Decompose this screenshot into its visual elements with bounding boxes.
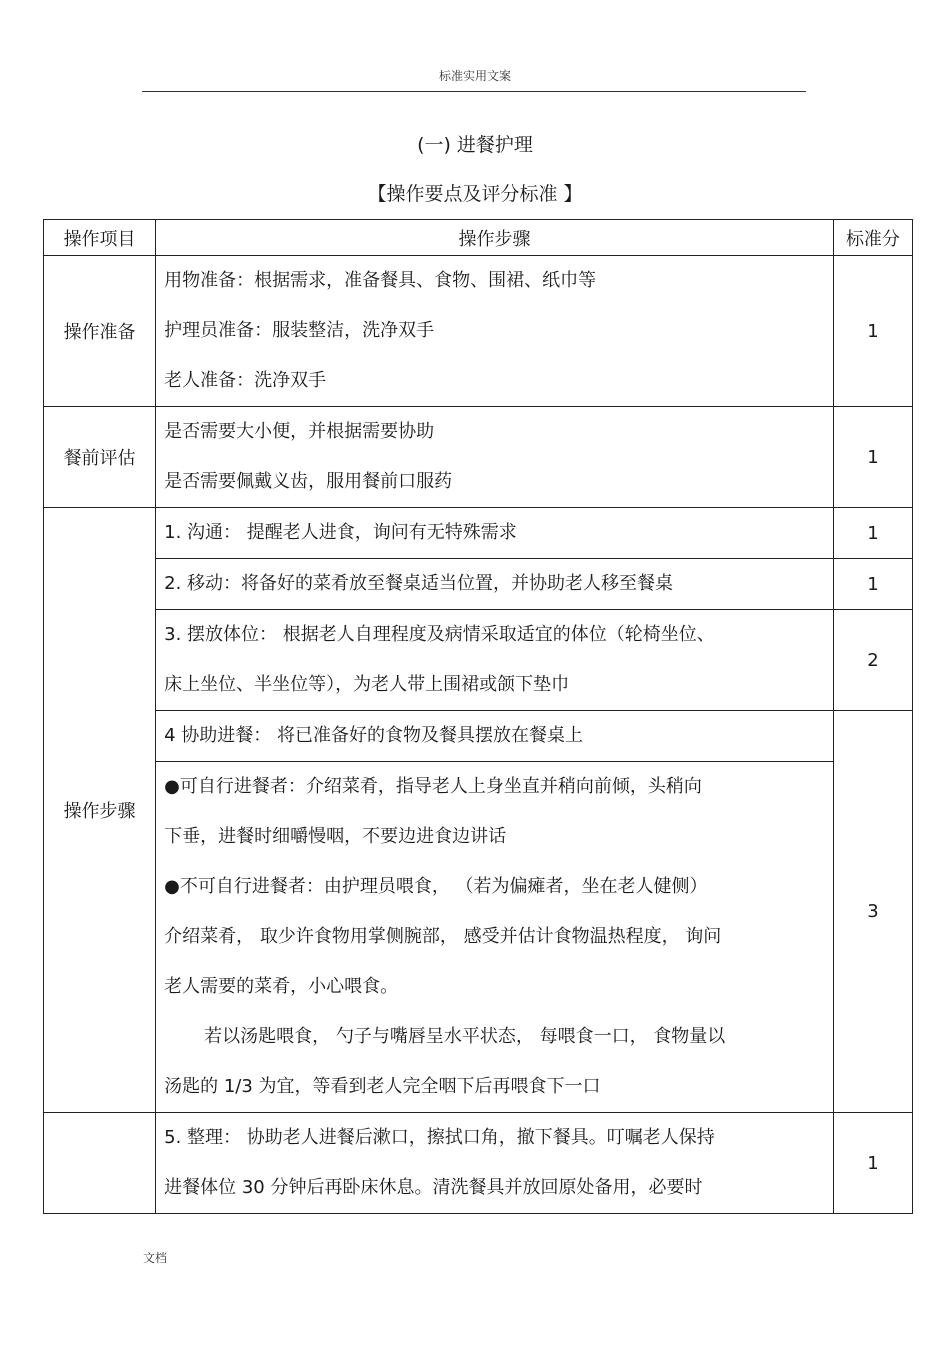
item-cell — [44, 1113, 156, 1214]
step-line: 护理员准备：服装整洁，洗净双手 — [164, 320, 435, 341]
steps-cell — [156, 711, 834, 762]
step-line: ●不可自行进餐者：由护理员喂食， （若为偏瘫者，坐在老人健侧） — [164, 876, 708, 897]
scoring-table — [43, 219, 913, 1214]
step-line: 3. 摆放体位： 根据老人自理程度及病情采取适宜的体位（轮椅坐位、 — [164, 624, 715, 645]
steps-cell — [156, 762, 834, 1113]
table-row — [44, 762, 913, 1113]
step-line: 4 协助进餐： 将已准备好的食物及餐具摆放在餐桌上 — [164, 725, 584, 746]
item-cell: 操作准备 — [44, 256, 156, 407]
document-title: (一) 进餐护理 — [417, 134, 533, 156]
score-cell: 1 — [833, 1113, 912, 1214]
step-line: 5. 整理： 协助老人进餐后漱口，擦拭口角，撤下餐具。叮嘱老人保持 — [164, 1127, 715, 1148]
score-cell: 1 — [833, 256, 912, 407]
table-header-row — [44, 220, 913, 256]
table-row — [44, 559, 913, 610]
step-line: 1. 沟通： 提醒老人进食，询问有无特殊需求 — [164, 522, 517, 543]
steps-cell — [156, 508, 834, 559]
step-line: 若以汤匙喂食， 勺子与嘴唇呈水平状态， 每喂食一口， 食物量以 — [204, 1026, 726, 1047]
table-row — [44, 1113, 913, 1214]
item-cell: 餐前评估 — [44, 407, 156, 508]
score-cell: 1 — [833, 407, 912, 508]
steps-cell — [156, 256, 834, 407]
page-footer: 文档 — [143, 1251, 168, 1265]
step-line: 下垂，进餐时细嚼慢咽，不要边进食边讲话 — [164, 826, 507, 847]
score-cell: 2 — [833, 610, 912, 711]
step-line: 是否需要佩戴义齿，服用餐前口服药 — [164, 471, 453, 492]
step-line: ●可自行进餐者：介绍菜肴，指导老人上身坐直并稍向前倾，头稍向 — [164, 776, 702, 797]
header-rule — [142, 91, 806, 92]
score-cell: 1 — [833, 559, 912, 610]
step-line: 介绍菜肴， 取少许食物用掌侧腕部， 感受并估计食物温热程度， 询问 — [164, 926, 722, 947]
step-line: 用物准备：根据需求，准备餐具、食物、围裙、纸巾等 — [164, 270, 597, 291]
column-header: 操作项目 — [44, 220, 156, 256]
step-line: 老人需要的菜肴，小心喂食。 — [164, 976, 399, 997]
steps-cell — [156, 559, 834, 610]
column-header: 操作步骤 — [156, 220, 834, 256]
steps-cell — [156, 1113, 834, 1214]
item-cell: 操作步骤 — [44, 508, 156, 1113]
steps-cell — [156, 407, 834, 508]
table-row — [44, 711, 913, 762]
score-cell: 3 — [833, 711, 912, 1113]
table-row — [44, 407, 913, 508]
table-row — [44, 508, 913, 559]
page-header: 标准实用文案 — [438, 69, 511, 83]
column-header: 标准分 — [833, 220, 912, 256]
document-subtitle: 【操作要点及评分标准 】 — [367, 183, 583, 205]
step-line: 进餐体位 30 分钟后再卧床休息。清洗餐具并放回原处备用，必要时 — [164, 1177, 703, 1198]
steps-cell — [156, 610, 834, 711]
step-line: 老人准备：洗净双手 — [164, 370, 327, 391]
step-line: 汤匙的 1/3 为宜，等看到老人完全咽下后再喂食下一口 — [164, 1076, 601, 1097]
step-line: 是否需要大小便，并根据需要协助 — [164, 421, 435, 442]
step-line: 床上坐位、半坐位等），为老人带上围裙或颌下垫巾 — [164, 674, 570, 695]
step-line: 2. 移动：将备好的菜肴放至餐桌适当位置，并协助老人移至餐桌 — [164, 573, 674, 594]
table-row — [44, 610, 913, 711]
score-cell: 1 — [833, 508, 912, 559]
table-row — [44, 256, 913, 407]
